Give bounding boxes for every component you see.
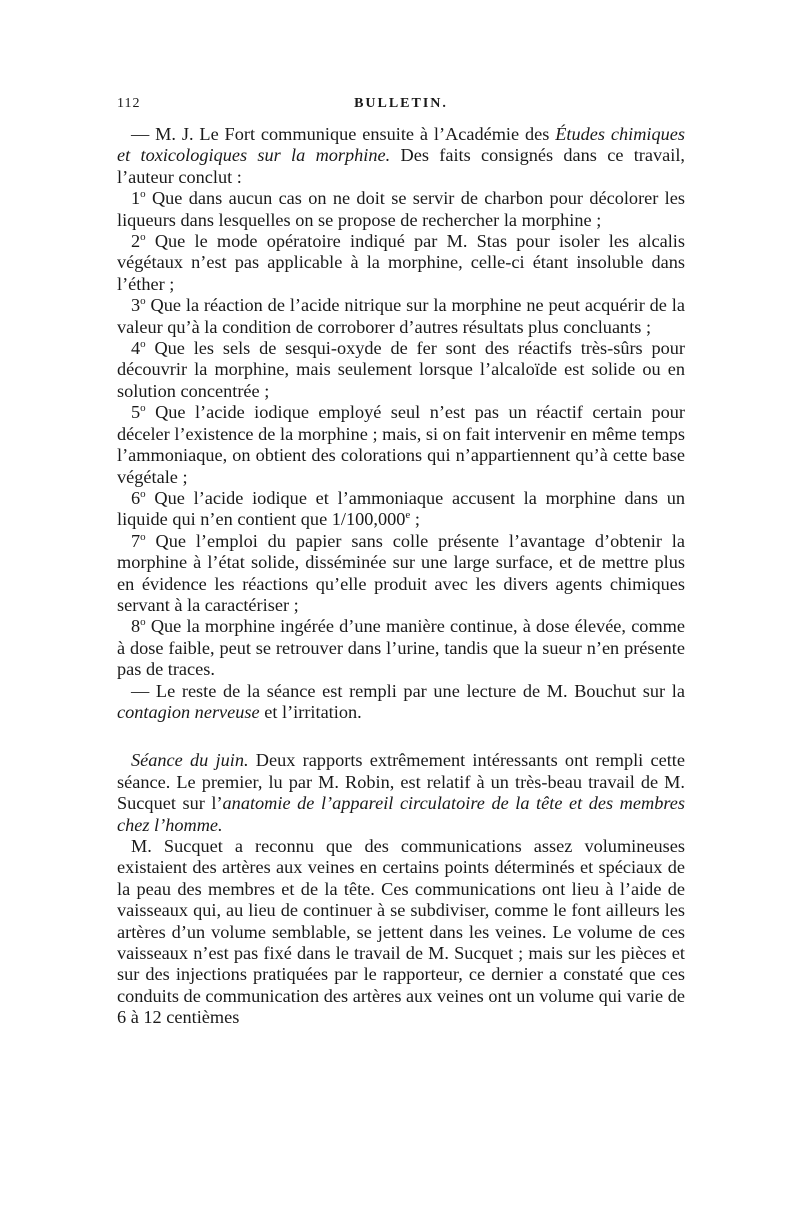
text-run: Que le mode opératoire indiqué par M. Stas pour isoler les alcalis végétaux n’est pas applicable à la morphine, celle-ci étant insoluble dans l’éther ; xyxy=(117,231,685,294)
paragraph-p11 xyxy=(117,836,685,1029)
paragraph-p7 xyxy=(117,531,685,617)
italic-text: contagion nerveuse xyxy=(117,701,260,722)
superscript: o xyxy=(140,188,146,201)
paragraph-p4 xyxy=(117,338,685,402)
text-run: Des faits consignés dans ce travail, l’auteur conclut : xyxy=(117,145,685,187)
text-run: 1 xyxy=(131,188,141,209)
superscript: o xyxy=(140,530,146,543)
text-run: 3 xyxy=(131,295,141,316)
paragraph-p3 xyxy=(117,295,685,338)
paragraph-p8 xyxy=(117,616,685,680)
italic-text: Études chimiques et toxicologiques sur la morphine. xyxy=(117,124,686,166)
paragraph-p10 xyxy=(117,750,685,836)
text-run: M. Sucquet a reconnu que des communications assez volumineuses existaient des artères aux veines en certains points déterminés et spéciaux de la peau des membres et de la tête. Ces communications ont lieu à l’aide de vaisseaux qui, au lieu de continuer à se subdiviser, comme le font ailleurs les artères d’un volume semblable, se jettent dans les veines. Le volume de ces vaisseaux n’est pas fixé dans le travail de M. Sucquet ; mais sur les pièces et sur des injections pratiquées par le rapporteur, ce dernier a constaté que ces conduits de communication des artères aux veines ont un volume qui varie de 6 à 12 centièmes xyxy=(117,836,685,1028)
italic-text: anatomie de l’appareil circulatoire de la tête et des membres chez l’homme. xyxy=(117,793,686,835)
text-run: 6 xyxy=(131,487,141,508)
superscript: o xyxy=(140,230,146,243)
paragraph-p6 xyxy=(117,488,685,531)
text-run: ; xyxy=(410,509,420,530)
paragraph-p2 xyxy=(117,231,685,295)
paragraph-p9 xyxy=(117,681,685,724)
text-run: 5 xyxy=(131,402,141,423)
superscript: e xyxy=(405,509,411,522)
paragraph-p1 xyxy=(117,188,685,231)
superscript: o xyxy=(140,295,146,308)
text-run: 4 xyxy=(131,338,141,359)
text-run: 7 xyxy=(131,530,141,551)
text-run: Que la morphine ingérée d’une manière continue, à dose élevée, comme à dose faible, peut se retrouver dans l’urine, tandis que la sueur n’en présente pas de traces. xyxy=(117,616,685,680)
superscript: o xyxy=(140,487,146,500)
section-gap xyxy=(117,723,685,750)
running-title: BULLETIN. xyxy=(354,96,448,111)
italic-text: Séance du juin. xyxy=(131,750,249,771)
text-run: Que les sels de sesqui-oxyde de fer sont des réactifs très-sûrs pour découvrir la morphine, mais seulement lorsque l’alcaloïde est solide ou en solution concentrée ; xyxy=(117,338,685,401)
superscript: o xyxy=(140,616,146,629)
text-run: 8 xyxy=(131,616,141,637)
running-header xyxy=(117,96,685,118)
text-run: Que la réaction de l’acide nitrique sur la morphine ne peut acquérir de la valeur qu’à la condition de corroborer d’autres résultats plus concluants ; xyxy=(117,295,685,337)
text-run: Deux rapports extrêmement intéressants ont rempli cette séance. Le premier, lu par M. Robin, est relatif à un très-beau travail de M. Sucquet sur l’ xyxy=(117,750,685,814)
page-number: 112 xyxy=(117,96,141,111)
superscript: o xyxy=(140,402,146,415)
text-run: Que dans aucun cas on ne doit se servir de charbon pour décolorer les liqueurs dans lesquelles on se propose de rechercher la morphine ; xyxy=(117,188,685,230)
text-run: — M. J. Le Fort communique ensuite à l’Académie des xyxy=(131,124,556,144)
text-run: 2 xyxy=(131,231,141,252)
text-run: Que l’emploi du papier sans colle présente l’avantage d’obtenir la morphine à l’état solide, disséminée sur une large surface, et de mettre plus en évidence les réactions qu’elle produit avec les divers agents chimiques servant à la caractériser ; xyxy=(117,530,685,615)
text-run: Que l’acide iodique et l’ammoniaque accusent la morphine dans un liquide qui n’en contient que 1/100,000 xyxy=(117,487,685,530)
text-run: — Le reste de la séance est rempli par une lecture de M. Bouchut sur la xyxy=(131,680,685,701)
article-body xyxy=(117,124,685,1029)
paragraph-p5 xyxy=(117,402,685,488)
paragraph-p0 xyxy=(117,124,685,188)
text-run: Que l’acide iodique employé seul n’est pas un réactif certain pour déceler l’existence de la morphine ; mais, si on fait intervenir en même temps l’ammoniaque, on obtient des colorations qui n’appartiennent qu’à cette base végétale ; xyxy=(117,402,685,487)
text-run: et l’irritation. xyxy=(259,701,362,722)
superscript: o xyxy=(140,337,146,350)
